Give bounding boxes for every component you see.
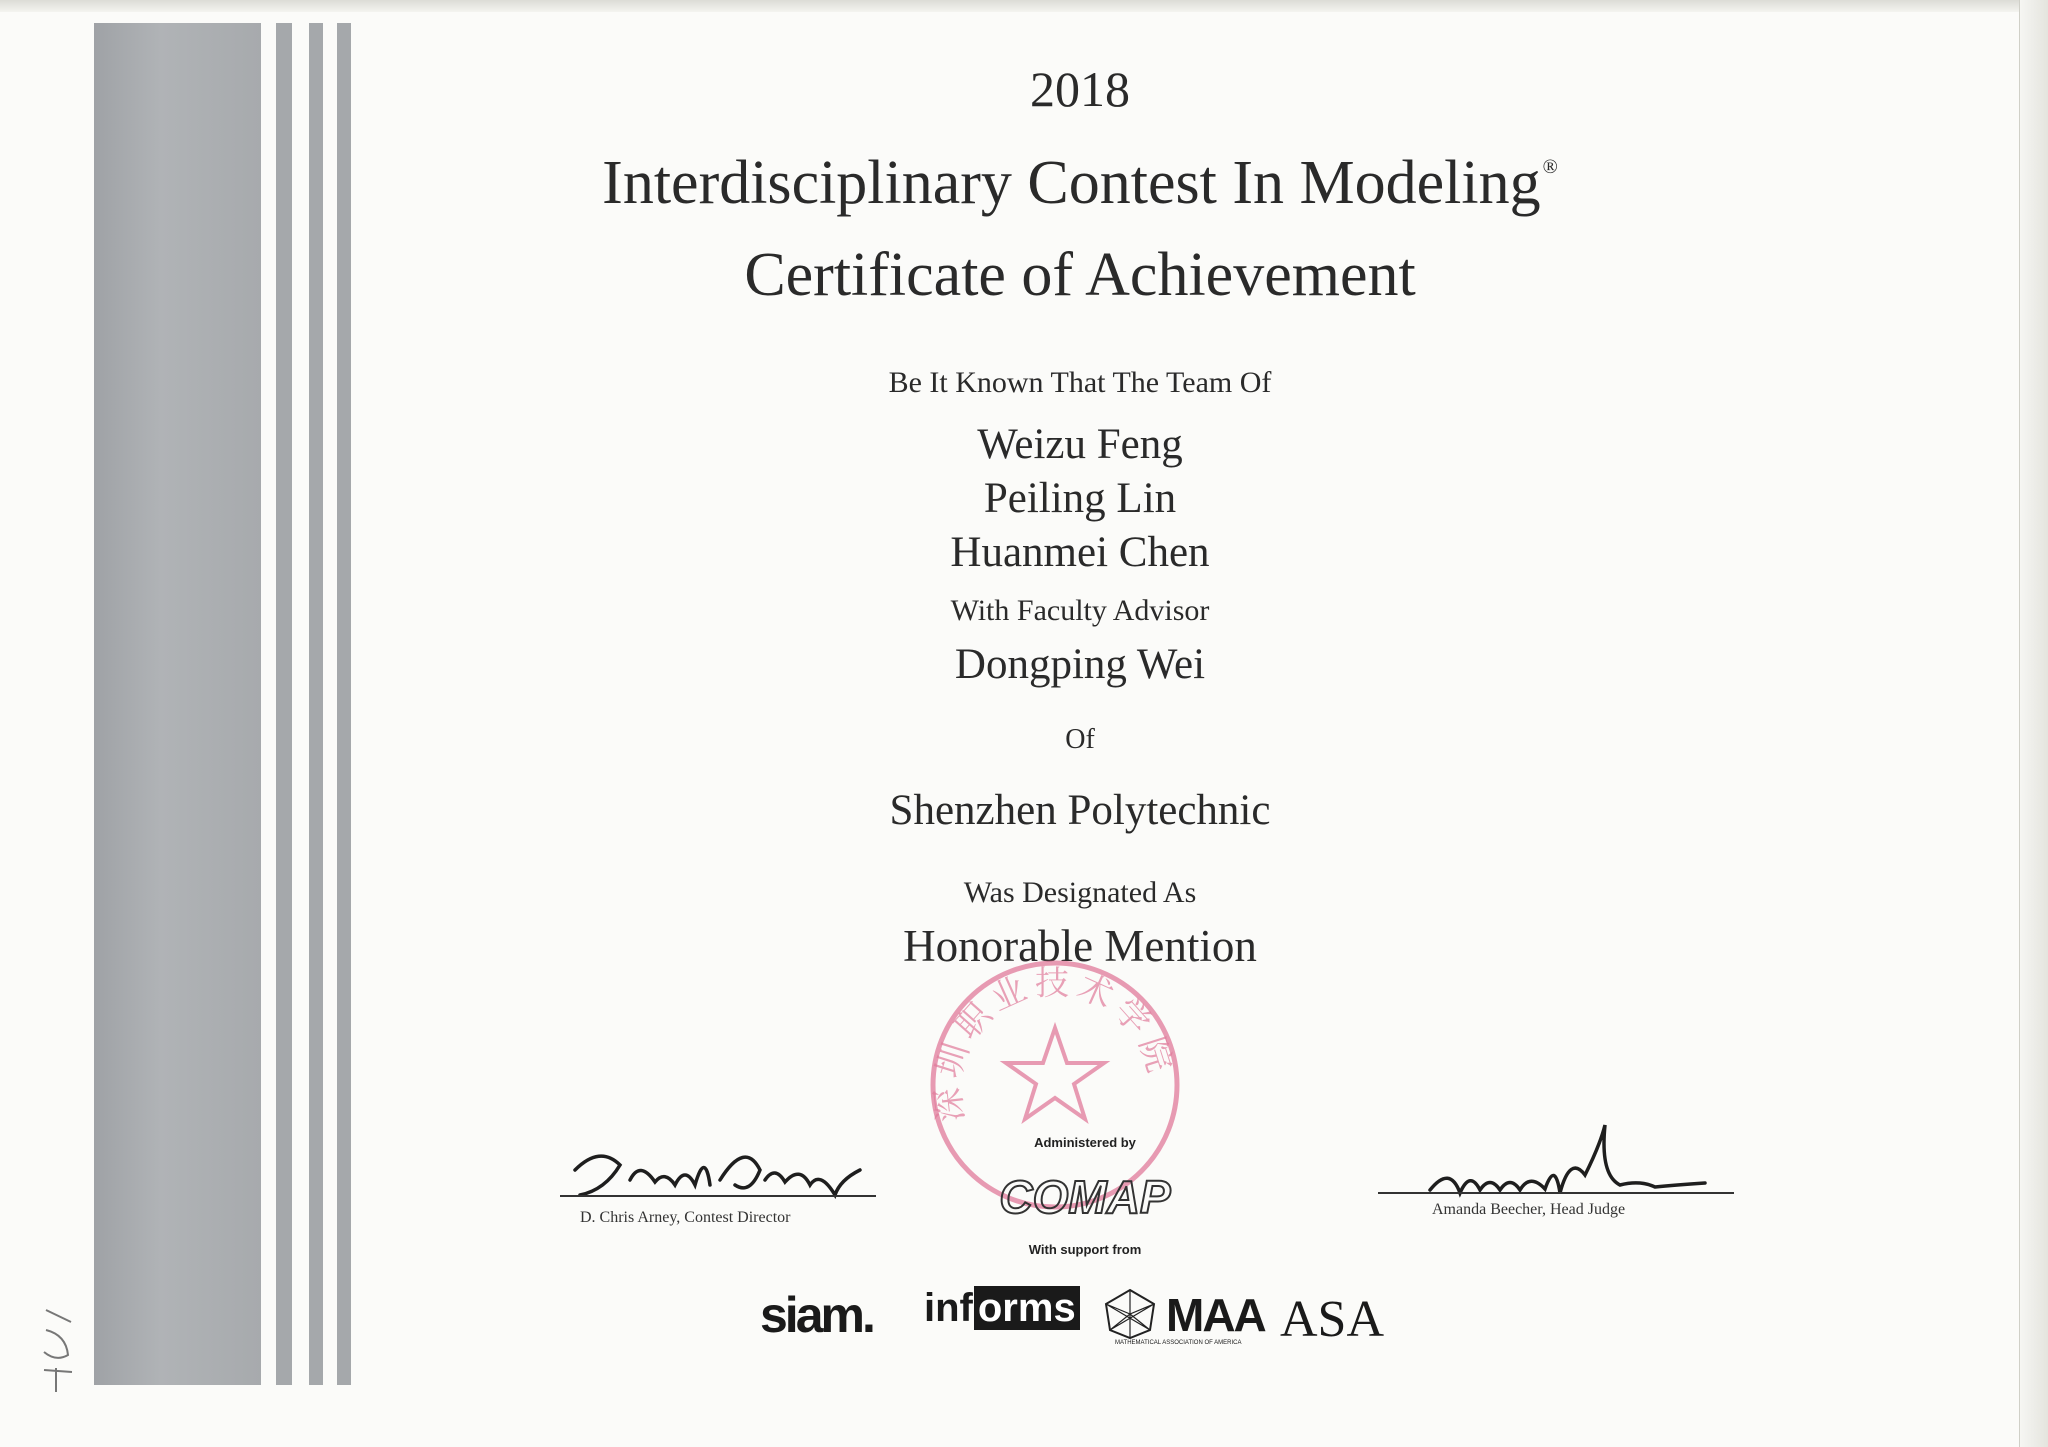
faculty-advisor: Dongping Wei	[954, 641, 1206, 688]
contest-name	[560, 148, 1600, 219]
decorative-stripe-1	[276, 23, 292, 1385]
decorative-stripe-2	[309, 23, 323, 1385]
award-title: Honorable Mention	[903, 921, 1257, 971]
comap-logo	[995, 1155, 1175, 1235]
asa-logo: ASA	[1280, 1291, 1385, 1348]
intro-text: Be It Known That The Team Of	[888, 366, 1272, 399]
team-member: Huanmei Chen	[950, 529, 1210, 576]
seal-text: 深圳职业技术学院	[927, 963, 1182, 1124]
decorative-bar-wide	[94, 23, 261, 1385]
scan-edge-right	[2019, 0, 2048, 1447]
informs-logo-part1: inf	[924, 1286, 973, 1330]
informs-logo-part2: orms	[974, 1286, 1080, 1330]
designated-label: Was Designated As	[963, 876, 1197, 909]
maa-polyhedron-icon	[1102, 1288, 1158, 1340]
maa-logo: MAA	[1166, 1289, 1265, 1341]
decorative-stripe-3	[337, 23, 351, 1385]
signature-director	[560, 1140, 880, 1210]
handwritten-margin-note	[16, 1300, 96, 1400]
comap-logo-text: COMAP	[999, 1171, 1171, 1223]
of-label: Of	[1065, 724, 1095, 755]
certificate-year: 2018	[1030, 61, 1130, 117]
support-label: With support from	[1028, 1242, 1142, 1257]
certificate-title: Certificate of Achievement	[744, 241, 1416, 309]
signature-line-right	[1378, 1192, 1734, 1194]
administered-by-label: Administered by	[1034, 1135, 1136, 1150]
informs-logo	[924, 1286, 1080, 1331]
registered-mark: ®	[1542, 156, 1558, 178]
scan-edge-top	[0, 0, 2048, 12]
contest-name-text: Interdisciplinary Contest In Modeling	[602, 149, 1541, 217]
advisor-label: With Faculty Advisor	[950, 594, 1210, 627]
maa-subtitle: MATHEMATICAL ASSOCIATION OF AMERICA	[1115, 1340, 1242, 1346]
siam-logo: siam.	[760, 1287, 873, 1343]
institution-name: Shenzhen Polytechnic	[889, 787, 1271, 834]
director-caption: D. Chris Arney, Contest Director	[580, 1209, 791, 1226]
head-judge-caption: Amanda Beecher, Head Judge	[1432, 1201, 1626, 1218]
signature-line-left	[560, 1195, 876, 1197]
team-member: Peiling Lin	[983, 475, 1177, 522]
team-member: Weizu Feng	[977, 421, 1183, 468]
